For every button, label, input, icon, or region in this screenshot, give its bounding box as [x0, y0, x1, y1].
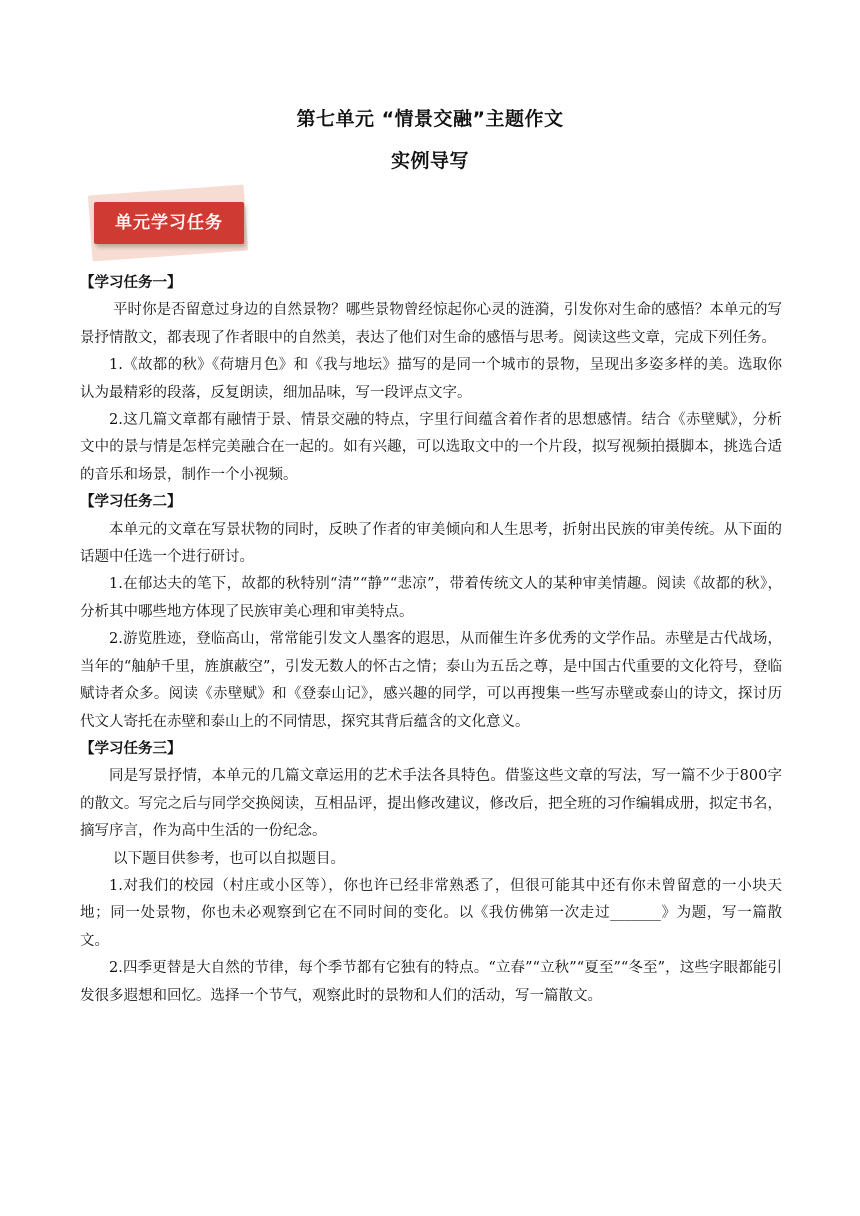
page-title: 第七单元 “情景交融”主题作文: [296, 108, 564, 130]
paragraph: 2.这几篇文章都有融情于景、情景交融的特点，字里行间蕴含着作者的思想感情。结合《赤壁赋》，分析文中的景与情是怎样完美融合在一起的。如有兴趣，可以选取文中的一个片段，拟写视频拍摄脚本，挑选合适的音乐和场景，制作一个小视频。: [80, 412, 782, 483]
paragraph: 同是写景抒情，本单元的几篇文章运用的艺术手法各具特色。借鉴这些文章的写法，写一篇不少于800字的散文。写完之后与同学交换阅读，互相品评，提出修改建议，修改后，把全班的习作编辑成册，拟定书名，摘写序言，作为高中生活的一份纪念。: [80, 768, 782, 840]
document-body: [80, 270, 782, 1010]
paragraph: 2.四季更替是大自然的节律，每个季节都有它独有的特点。“立春”“立秋”“夏至”“冬至”，这些字眼都能引发很多遐想和回忆。选择一个节气，观察此时的景物和人们的活动，写一篇散文。: [80, 960, 782, 1004]
section-heading: 【学习任务二】: [80, 494, 182, 511]
badge-label: 单元学习任务: [94, 202, 244, 244]
paragraph: 1.在郁达夫的笔下，故都的秋特别“清”“静”“悲凉”，带着传统文人的某种审美情趣。阅读《故都的秋》，分析其中哪些地方体现了民族审美心理和审美特点。: [80, 576, 782, 620]
paragraph: 本单元的文章在写景状物的同时，反映了作者的审美倾向和人生思考，折射出民族的审美传统。从下面的话题中任选一个进行研讨。: [80, 521, 782, 566]
page-subtitle: 实例导写: [390, 150, 469, 172]
paragraph: 1.《故都的秋》《荷塘月色》和《我与地坛》描写的是同一个城市的景物，呈现出多姿多样的美。选取你认为最精彩的段落，反复朗读，细加品味，写一段评点文字。: [80, 357, 782, 401]
paragraph: 以下题目供参考，也可以自拟题目。: [113, 850, 345, 867]
section-heading: 【学习任务一】: [80, 275, 182, 291]
paragraph: 1.对我们的校园（村庄或小区等），你也许已经非常熟悉了，但很可能其中还有你未曾留意的一小块天地；同一处景物，你也未必观察到它在不同时间的变化。以《我仿佛第一次走过_______》为题，写一篇散文。: [80, 877, 782, 949]
unit-task-badge: [86, 184, 252, 260]
paragraph: 平时你是否留意过身边的自然景物？哪些景物曾经惊起你心灵的涟漪，引发你对生命的感悟？本单元的写景抒情散文，都表现了作者眼中的自然美，表达了他们对生命的感悟与思考。阅读这些文章，完成下列任务。: [80, 302, 782, 346]
paragraph: 2.游览胜迹，登临高山，常常能引发文人墨客的遐思，从而催生许多优秀的文学作品。赤壁是古代战场，当年的“舳舻千里，旌旗蔽空”，引发无数人的怀古之情；泰山为五岳之尊，是中国古代重要的文化符号，登临赋诗者众多。阅读《赤壁赋》和《登泰山记》，感兴趣的同学，可以再搜集一些写赤壁或泰山的诗文，探讨历代文人寄托在赤壁和泰山上的不同情思，探究其背后蕴含的文化意义。: [80, 631, 782, 730]
section-heading: 【学习任务三】: [80, 740, 182, 757]
